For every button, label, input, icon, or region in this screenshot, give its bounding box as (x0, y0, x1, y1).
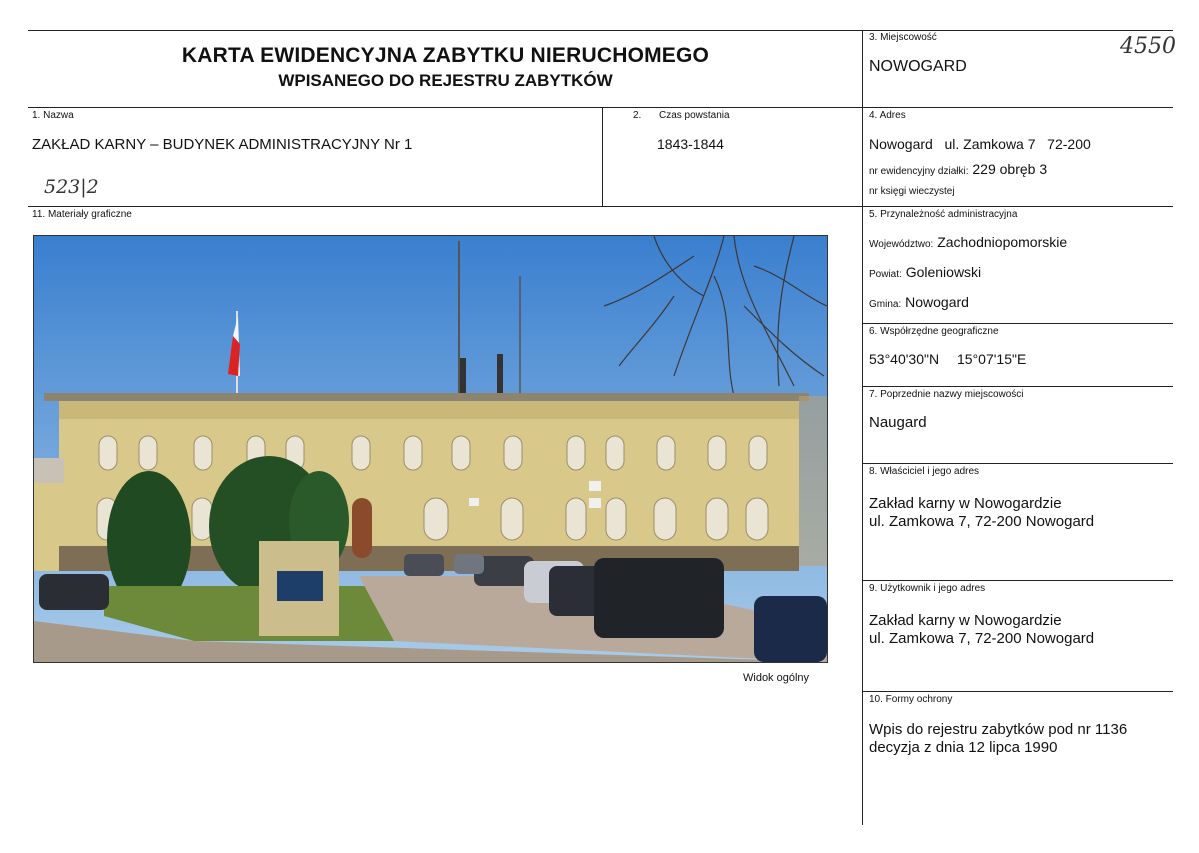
czas-value: 1843-1844 (657, 136, 724, 152)
miejscowosc-value: NOWOGARD (869, 58, 967, 75)
materialy-label: 11. Materiały graficzne (32, 209, 132, 220)
formy-ochrony-line2: decyzja z dnia 12 lipca 1990 (869, 739, 1058, 756)
poprzednie-nazwy-value: Naugard (869, 414, 927, 431)
sec9-bottom-rule (862, 691, 1173, 692)
formy-ochrony-line1: Wpis do rejestru zabytków pod nr 1136 (869, 721, 1128, 738)
gmina-label: Gmina: (869, 299, 902, 310)
czas-number: 2. (633, 110, 642, 121)
nazwa-value: ZAKŁAD KARNY – BUDYNEK ADMINISTRACYJNY Nr 1 (32, 136, 413, 153)
formy-ochrony-label: 10. Formy ochrony (869, 694, 953, 705)
wojewodztwo-value: Zachodniopomorskie (937, 234, 1068, 250)
row1-bottom-rule (28, 206, 1173, 207)
sec5-bottom-rule (862, 323, 1173, 324)
wlasciciel-line2: ul. Zamkowa 7, 72-200 Nowogard (869, 513, 1095, 530)
miejscowosc-label: 3. Miejscowość (869, 32, 937, 43)
poprzednie-nazwy-label: 7. Poprzednie nazwy miejscowości (869, 389, 1024, 400)
gmina-value: Nowogard (905, 294, 969, 310)
right-column-divider (862, 30, 863, 825)
adres-label: 4. Adres (869, 110, 906, 121)
przynaleznosc-label: 5. Przynależność administracyjna (869, 209, 1018, 220)
document-subtitle: WPISANEGO DO REJESTRU ZABYTKÓW (278, 71, 613, 90)
handwritten-annotation: 523|2 (44, 176, 99, 198)
top-rule (28, 30, 1173, 31)
wojewodztwo-row (869, 234, 1067, 250)
handwritten-card-number: 4550 (1120, 34, 1176, 59)
dzialka-value: 229 obręb 3 (972, 161, 1048, 177)
building-photo-drawing (34, 236, 827, 662)
wspolrzedne-label: 6. Współrzędne geograficzne (869, 326, 999, 337)
uzytkownik-line1: Zakład karny w Nowogardzie (869, 612, 1062, 629)
gmina-row (869, 294, 969, 310)
wlasciciel-line1: Zakład karny w Nowogardzie (869, 495, 1062, 512)
czas-divider (602, 107, 603, 206)
header-bottom-rule (28, 107, 1173, 108)
dzialka-row (869, 161, 1047, 177)
wojewodztwo-label: Województwo: (869, 239, 934, 250)
uzytkownik-line2: ul. Zamkowa 7, 72-200 Nowogard (869, 630, 1095, 647)
sec7-bottom-rule (862, 463, 1173, 464)
building-photo (33, 235, 828, 663)
latitude-value: 53°40'30"N (869, 351, 940, 367)
powiat-label: Powiat: (869, 269, 902, 280)
dzialka-label: nr ewidencyjny działki: (869, 166, 969, 177)
powiat-row (869, 264, 981, 280)
document-title: KARTA EWIDENCYJNA ZABYTKU NIERUCHOMEGO (181, 44, 710, 67)
uzytkownik-label: 9. Użytkownik i jego adres (869, 583, 986, 594)
photo-caption: Widok ogólny (743, 672, 810, 684)
sec8-bottom-rule (862, 580, 1173, 581)
nazwa-label: 1. Nazwa (32, 110, 74, 121)
longitude-value: 15°07'15"E (957, 351, 1027, 367)
wlasciciel-label: 8. Właściciel i jego adres (869, 466, 980, 477)
adres-value: Nowogard ul. Zamkowa 7 72-200 (869, 136, 1091, 152)
ksiega-label: nr księgi wieczystej (869, 186, 955, 197)
sec6-bottom-rule (862, 386, 1173, 387)
czas-label: Czas powstania (659, 110, 730, 121)
powiat-value: Goleniowski (905, 264, 982, 280)
